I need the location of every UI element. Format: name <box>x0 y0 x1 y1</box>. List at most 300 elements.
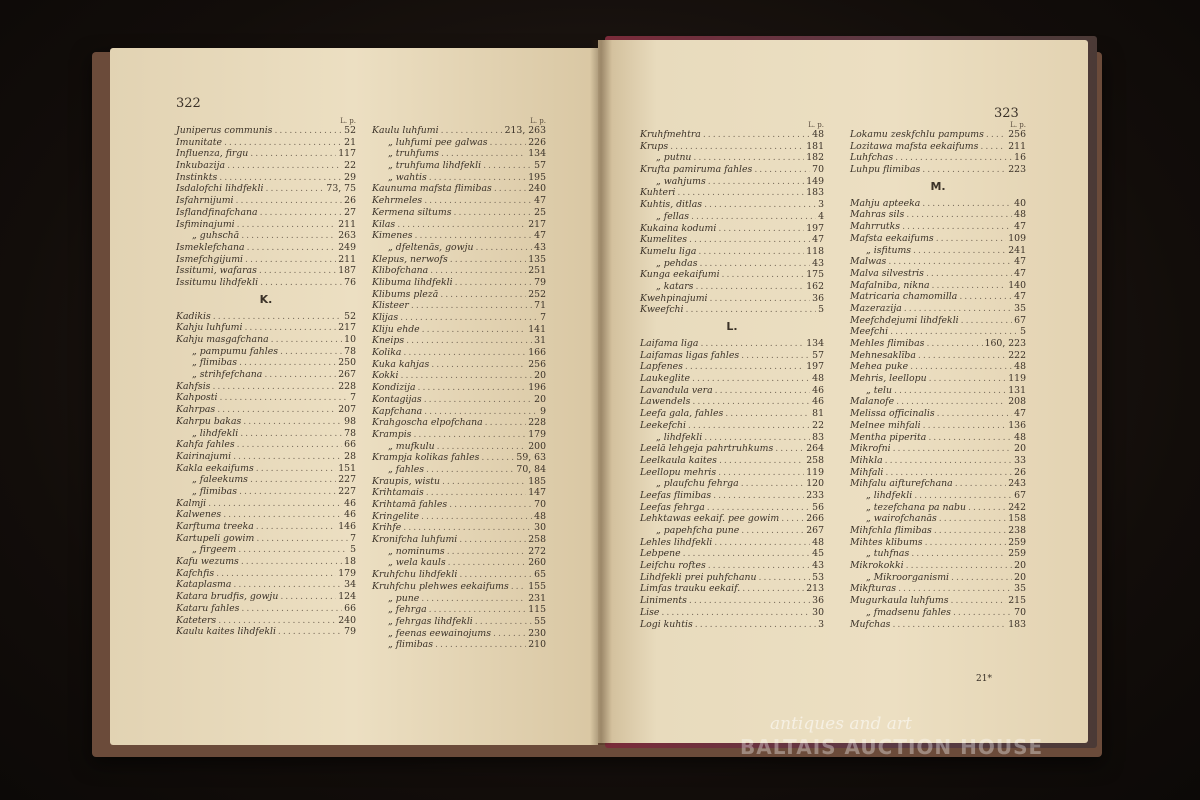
leader-dots <box>904 303 1012 315</box>
entry-term: „ firgeem <box>192 544 237 556</box>
entry-term: „ lihdfekli <box>866 489 913 501</box>
index-entry <box>176 463 356 475</box>
entry-term: Kahju masgafchana <box>176 334 269 345</box>
index-entry <box>850 396 1026 408</box>
index-entry <box>372 370 546 382</box>
leader-dots <box>426 487 527 499</box>
entry-term: „ strihfefchana <box>192 369 263 381</box>
entry-page-number: 249 <box>338 241 356 253</box>
right-column-1 <box>640 120 824 630</box>
entry-page-number: 175 <box>806 269 824 281</box>
entry-term: „ putnu <box>656 152 692 164</box>
entry-page-number: 35 <box>1014 302 1026 314</box>
index-entry <box>850 291 1026 303</box>
index-entry <box>372 172 546 184</box>
entry-term: „ flimibas <box>192 485 238 497</box>
index-entry <box>640 513 824 525</box>
leader-dots <box>937 408 1013 420</box>
leader-dots <box>906 209 1012 221</box>
index-entry <box>372 464 546 476</box>
entry-term: Ismefchgijumi <box>176 253 243 265</box>
entry-term: Mahrrutks <box>850 221 901 233</box>
leader-dots <box>448 557 527 569</box>
index-entry <box>176 439 356 451</box>
leader-dots <box>923 420 1007 432</box>
entry-page-number: 264 <box>806 443 824 455</box>
entry-term: Krahgoscha elpofchana <box>372 417 483 429</box>
leader-dots <box>250 474 336 486</box>
entry-term: Kateters <box>176 614 217 626</box>
leader-dots <box>951 595 1007 607</box>
index-entry <box>850 164 1026 176</box>
leader-dots <box>939 513 1006 525</box>
leader-dots <box>718 467 804 479</box>
leader-dots <box>280 346 342 358</box>
leader-dots <box>429 604 527 616</box>
index-entry <box>640 350 824 362</box>
entry-term: Mehnesaklība <box>850 349 916 361</box>
entry-term: „ tezefchana pa nabu <box>866 501 966 513</box>
leader-dots <box>704 432 810 444</box>
index-entry <box>176 219 356 231</box>
index-entry <box>372 417 546 429</box>
entry-page-number: 258 <box>806 454 824 466</box>
leader-dots <box>754 164 810 176</box>
leader-dots <box>453 207 532 219</box>
index-entry <box>176 615 356 627</box>
leader-dots <box>742 583 804 595</box>
book-gutter <box>590 40 612 745</box>
leader-dots <box>708 560 810 572</box>
entry-term: Klibofchana <box>372 265 429 277</box>
index-entry <box>372 569 546 581</box>
leader-dots <box>208 498 342 510</box>
index-entry <box>372 312 546 324</box>
leader-dots <box>440 289 526 301</box>
left-page-number: 322 <box>176 96 201 111</box>
entry-page-number: 222 <box>1008 349 1026 361</box>
entry-term: „ nominums <box>388 545 445 557</box>
entry-term: Kaunuma mafsta flimibas <box>372 183 492 195</box>
entry-term: Klijas <box>372 312 399 323</box>
entry-term: Mihfali <box>850 466 884 478</box>
entry-page-number: 140 <box>1008 279 1026 291</box>
leader-dots <box>449 499 532 511</box>
index-entry <box>850 583 1026 595</box>
index-entry <box>640 560 824 572</box>
leader-dots <box>700 338 804 350</box>
entry-term: „ isfitums <box>866 244 912 256</box>
leader-dots <box>910 361 1012 373</box>
entry-term: Krihfe <box>372 522 402 534</box>
entry-page-number: 141 <box>528 323 546 335</box>
entry-page-number: 155 <box>528 580 546 592</box>
entry-term: Krihtamais <box>372 487 424 499</box>
leader-dots <box>758 572 810 584</box>
index-entry <box>850 537 1026 549</box>
entry-page-number: 70 <box>812 164 824 176</box>
entry-page-number: 147 <box>528 487 546 499</box>
leader-dots <box>421 511 532 523</box>
index-entry <box>372 289 546 301</box>
entry-page-number: 238 <box>1008 525 1026 536</box>
leader-dots <box>239 486 336 498</box>
index-entry <box>850 478 1026 490</box>
leader-dots <box>424 406 538 418</box>
entry-page-number: 3 <box>818 199 824 211</box>
entry-page-number: 181 <box>806 140 824 152</box>
index-entry <box>640 258 824 270</box>
entry-term: Mahju apteeka <box>850 197 921 209</box>
index-entry <box>640 537 824 549</box>
entry-term: Leefa gala, fahles <box>640 408 724 420</box>
leader-dots <box>703 129 810 141</box>
entry-term: „ truhfuma lihdfekli <box>388 160 482 172</box>
entry-page-number: 47 <box>1014 221 1026 233</box>
leader-dots <box>893 443 1013 455</box>
entry-term: Issitumu lihdfekli <box>176 276 259 288</box>
leader-dots <box>775 443 804 455</box>
entry-page-number: 134 <box>806 338 824 349</box>
index-entry <box>176 474 356 486</box>
index-entry <box>372 476 546 488</box>
leader-dots <box>695 619 816 631</box>
index-entry <box>176 346 356 358</box>
index-entry <box>176 148 356 160</box>
index-entry <box>372 499 546 511</box>
leader-dots <box>683 548 811 560</box>
index-entry <box>176 369 356 381</box>
entry-page-number: 43 <box>812 560 824 572</box>
leader-dots <box>220 392 349 404</box>
entry-page-number: 52 <box>344 125 356 136</box>
index-entry <box>640 385 824 397</box>
entry-term: „ mufkulu <box>388 440 435 452</box>
index-entry <box>640 525 824 537</box>
entry-term: Instinkts <box>176 171 218 183</box>
entry-term: Kliju ehde <box>372 323 420 335</box>
entry-page-number: 151 <box>338 462 356 474</box>
entry-term: Kahrpu bakas <box>176 415 242 427</box>
index-entry <box>176 183 356 195</box>
entry-page-number: 166 <box>528 347 546 359</box>
entry-page-number: 210 <box>528 639 546 651</box>
leader-dots <box>710 293 811 305</box>
entry-page-number: 55 <box>534 615 546 627</box>
entry-term: „ tuhfnas <box>866 548 910 560</box>
leader-dots <box>237 219 337 231</box>
leader-dots <box>459 534 526 546</box>
entry-page-number: 119 <box>1008 373 1026 385</box>
entry-term: Mehles flimibas <box>850 338 925 349</box>
index-entry <box>372 382 546 394</box>
entry-page-number: 66 <box>344 439 356 451</box>
index-entry <box>850 198 1026 210</box>
index-entry <box>176 428 356 440</box>
entry-term: Klibuma lihdfekli <box>372 276 453 288</box>
entry-term: Katara brudfis, gowju <box>176 591 279 603</box>
entry-page-number: 267 <box>806 525 824 536</box>
entry-term: Kondizija <box>372 382 416 394</box>
entry-page-number: 46 <box>344 497 356 509</box>
index-entry <box>176 254 356 266</box>
index-entry <box>372 628 546 640</box>
entry-term: Luhfchas <box>850 152 894 164</box>
entry-term: „ plaufchu fehrga <box>656 478 739 490</box>
leader-dots <box>260 277 342 289</box>
leader-dots <box>689 234 810 246</box>
entry-term: Mehea puke <box>850 361 909 373</box>
leader-dots <box>719 455 804 467</box>
index-entry <box>850 152 1026 164</box>
entry-term: Kukaina kodumi <box>640 222 717 234</box>
entry-page-number: 70 <box>1014 606 1026 618</box>
leader-dots <box>278 626 342 638</box>
entry-page-number: 47 <box>812 234 824 246</box>
entry-page-number: 48 <box>1014 209 1026 221</box>
entry-page-number: 25 <box>534 206 546 218</box>
entry-page-number: 56 <box>812 501 824 513</box>
entry-page-number: 158 <box>1008 513 1026 525</box>
entry-term: Laifamas ligas fahles <box>640 349 740 361</box>
entry-page-number: 259 <box>1008 548 1026 560</box>
index-entry <box>850 268 1026 280</box>
entry-term: Kokki <box>372 370 399 382</box>
entry-page-number: 30 <box>812 606 824 618</box>
index-entry <box>850 607 1026 619</box>
entry-page-number: 182 <box>806 152 824 164</box>
leader-dots <box>925 537 1007 549</box>
entry-page-number: 18 <box>344 556 356 568</box>
index-entry <box>640 432 824 444</box>
entry-page-number: 252 <box>528 288 546 300</box>
entry-term: Kartupeli gowim <box>176 532 255 544</box>
entry-term: Lise <box>640 606 660 618</box>
leader-dots <box>235 195 342 207</box>
leader-dots <box>429 172 527 184</box>
entry-page-number: 263 <box>338 230 356 242</box>
entry-term: „ fellas <box>656 210 689 222</box>
index-entry <box>176 311 356 323</box>
leader-dots <box>699 258 810 270</box>
index-entry <box>176 521 356 533</box>
leader-dots <box>437 441 527 453</box>
entry-term: Kahfsis <box>176 380 211 392</box>
entry-term: Ismeklefchana <box>176 241 245 253</box>
left-page <box>110 48 598 745</box>
index-entry <box>640 373 824 385</box>
entry-page-number: 7 <box>350 532 356 544</box>
leader-dots <box>459 569 532 581</box>
leader-dots <box>911 548 1006 560</box>
index-entry <box>640 293 824 305</box>
leader-dots <box>247 242 337 254</box>
section-letter: L. <box>726 320 738 333</box>
entry-page-number: 21 <box>344 136 356 148</box>
entry-page-number: 52 <box>344 310 356 322</box>
leader-dots <box>422 324 527 336</box>
leader-dots <box>244 322 336 334</box>
entry-term: Kahrpas <box>176 404 216 416</box>
leader-dots <box>271 334 343 346</box>
entry-term: „ fahles <box>388 463 424 475</box>
leader-dots <box>688 420 810 432</box>
entry-page-number: 70 <box>534 499 546 510</box>
entry-page-number: 28 <box>344 450 356 462</box>
index-entry <box>850 408 1026 420</box>
index-entry <box>372 324 546 336</box>
index-entry <box>850 373 1026 385</box>
entry-term: Klisteer <box>372 300 409 312</box>
entry-term: „ telu <box>866 384 892 396</box>
leader-dots <box>227 160 342 172</box>
index-entry <box>372 522 546 534</box>
index-entry <box>850 361 1026 373</box>
entry-page-number: 160, 223 <box>984 338 1026 349</box>
entry-page-number: 179 <box>338 567 356 579</box>
watermark-text: antiques and art <box>770 714 912 734</box>
index-entry <box>372 277 546 289</box>
entry-term: „ pune <box>388 592 420 604</box>
entry-page-number: 131 <box>1008 384 1026 396</box>
entry-term: „ dfeltenās, gowju <box>388 241 474 253</box>
entry-term: Limfas trauku eekaif. <box>640 583 741 595</box>
entry-term: Leelkaula kaites <box>640 454 717 466</box>
leader-dots <box>741 525 804 537</box>
leader-dots <box>450 254 527 266</box>
leader-dots <box>689 595 810 607</box>
entry-page-number: 48 <box>812 536 824 548</box>
index-entry <box>640 619 824 631</box>
entry-page-number: 79 <box>344 626 356 638</box>
entry-page-number: 195 <box>528 171 546 183</box>
index-entry <box>372 300 546 312</box>
entry-term: Kumelites <box>640 234 688 246</box>
index-entry <box>176 416 356 428</box>
index-entry <box>176 591 356 603</box>
entry-page-number: 183 <box>1008 618 1026 630</box>
entry-term: Kneips <box>372 335 405 347</box>
entry-term: Kahfa fahles <box>176 439 235 451</box>
index-entry <box>372 195 546 207</box>
entry-term: Kataru fahles <box>176 602 240 614</box>
entry-term: Kolika <box>372 347 402 359</box>
entry-term: Juniperus communis <box>176 125 273 136</box>
entry-term: „ wela kauls <box>388 557 446 569</box>
entry-term: „ truhfums <box>388 148 439 160</box>
leader-dots <box>926 338 982 350</box>
entry-page-number: 258 <box>528 534 546 546</box>
index-entry <box>372 581 546 593</box>
entry-page-number: 213, 263 <box>504 125 546 136</box>
index-entry <box>176 404 356 416</box>
entry-page-number: 211 <box>338 253 356 265</box>
entry-term: Krampis <box>372 428 412 440</box>
index-entry <box>372 429 546 441</box>
index-entry <box>176 277 356 289</box>
entry-page-number: 20 <box>1014 560 1026 572</box>
leader-dots <box>695 281 804 293</box>
entry-term: „ Mikroorganismi <box>866 571 949 583</box>
leader-dots <box>485 417 527 429</box>
leader-dots <box>218 615 336 627</box>
entry-page-number: 48 <box>812 373 824 385</box>
index-entry <box>372 616 546 628</box>
entry-page-number: 26 <box>1014 466 1026 478</box>
leader-dots <box>913 245 1006 257</box>
leader-dots <box>241 230 336 242</box>
leader-dots <box>894 385 1006 397</box>
leader-dots <box>986 129 1006 141</box>
index-entry <box>176 265 356 277</box>
entry-term: Klepus, nerwofs <box>372 253 448 265</box>
entry-page-number: 211 <box>338 218 356 230</box>
leader-dots <box>914 490 1012 502</box>
entry-term: Mugurkaula luhfums <box>850 595 949 607</box>
leader-dots <box>670 141 804 153</box>
index-entry <box>640 246 824 258</box>
index-entry <box>640 607 824 619</box>
column-header: L. p. <box>340 117 356 125</box>
entry-term: Kringelite <box>372 510 419 522</box>
entry-term: Kilas <box>372 218 396 230</box>
entry-page-number: 47 <box>1014 256 1026 268</box>
index-entry <box>640 211 824 223</box>
entry-page-number: 211 <box>1008 140 1026 152</box>
entry-term: Kadikis <box>176 310 211 322</box>
leader-dots <box>401 370 533 382</box>
entry-term: Isfiminajumi <box>176 218 235 230</box>
index-entry <box>640 361 824 373</box>
entry-page-number: 36 <box>812 292 824 304</box>
entry-term: Logi kuhtis <box>640 618 693 630</box>
leader-dots <box>455 277 533 289</box>
entry-term: Kruhfchu lihdfekli <box>372 569 458 581</box>
entry-term: Karftuma treeka <box>176 521 254 532</box>
entry-page-number: 217 <box>338 322 356 334</box>
right-page <box>598 40 1088 743</box>
entry-page-number: 83 <box>812 431 824 443</box>
entry-page-number: 31 <box>534 335 546 347</box>
index-entry <box>176 556 356 568</box>
leader-dots <box>685 361 804 373</box>
leader-dots <box>725 408 810 420</box>
leader-dots <box>260 207 343 219</box>
entry-page-number: 59, 63 <box>516 452 546 464</box>
leader-dots <box>959 291 1012 303</box>
leader-dots <box>494 183 526 195</box>
index-entry <box>640 338 824 350</box>
entry-page-number: 22 <box>344 160 356 172</box>
leader-dots <box>406 335 532 347</box>
leader-dots <box>918 350 1006 362</box>
entry-term: Lihdfekli prei puhfchanu <box>640 571 757 583</box>
entry-term: „ feenas eewainojums <box>388 627 491 639</box>
index-entry <box>640 187 824 199</box>
leader-dots <box>961 315 1013 327</box>
entry-page-number: 10 <box>344 334 356 345</box>
entry-page-number: 260 <box>528 557 546 569</box>
leader-dots <box>238 544 348 556</box>
entry-page-number: 187 <box>338 265 356 277</box>
entry-term: Lavandula vera <box>640 384 713 396</box>
index-entry <box>640 502 824 514</box>
entry-page-number: 240 <box>338 614 356 626</box>
leader-dots <box>951 572 1012 584</box>
leader-dots <box>413 429 526 441</box>
leader-dots <box>233 579 342 591</box>
entry-term: Leifchu roftes <box>640 560 706 572</box>
